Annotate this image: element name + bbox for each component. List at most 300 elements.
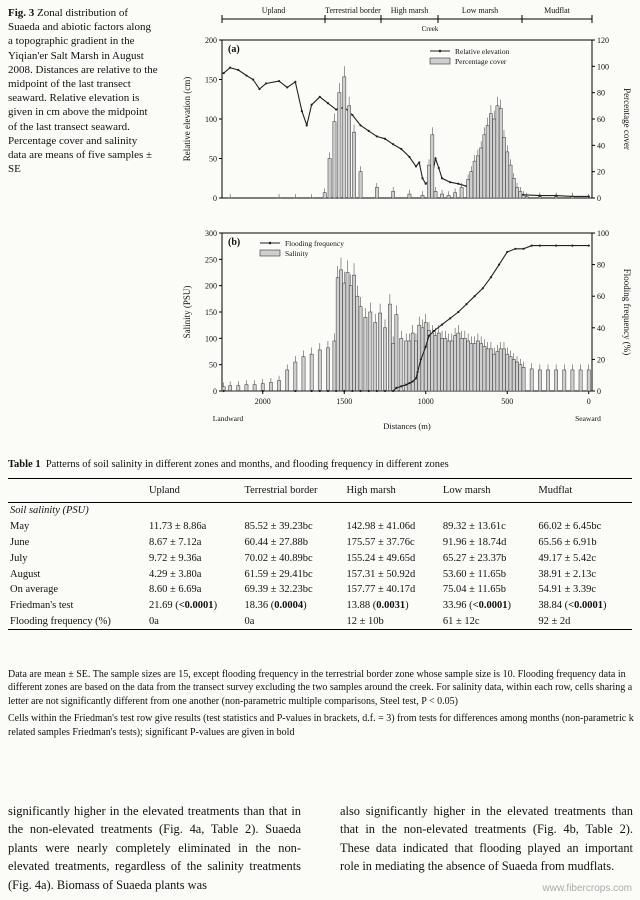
bar <box>339 270 342 391</box>
series-point <box>490 276 492 278</box>
table-row <box>8 582 632 598</box>
bar <box>538 370 541 391</box>
table-row <box>8 519 632 535</box>
bar <box>286 370 289 391</box>
bar <box>395 315 398 391</box>
table-cell: 92 ± 2d <box>536 613 632 629</box>
series-point <box>294 81 296 83</box>
y2-tick-label: 0 <box>597 387 601 396</box>
zone-label: Upland <box>261 6 286 15</box>
bar <box>245 385 248 391</box>
bar <box>506 354 509 391</box>
series-point <box>522 248 524 250</box>
bar <box>383 328 386 391</box>
series-point <box>252 78 254 80</box>
bar <box>352 132 355 198</box>
series-point <box>395 387 397 389</box>
bar <box>571 197 574 198</box>
bar <box>512 359 515 391</box>
table-row <box>8 535 632 551</box>
bar <box>431 333 434 391</box>
table-cell: 142.98 ± 41.06d <box>346 521 416 533</box>
row-label: May <box>10 521 30 533</box>
bar <box>522 367 525 391</box>
series-point <box>351 390 353 392</box>
x-tick-label: 1000 <box>417 397 434 406</box>
bar <box>437 333 440 391</box>
series-point <box>229 67 231 69</box>
legend-swatch <box>260 250 280 256</box>
series-point <box>335 390 337 392</box>
series-point <box>301 110 303 112</box>
y-tick-label: 200 <box>205 36 217 45</box>
bar <box>400 338 403 391</box>
table-title <box>8 459 449 470</box>
bar <box>326 348 329 391</box>
y-tick-label: 300 <box>205 229 217 238</box>
table-cell: 38.84 (<0.0001) <box>538 600 607 612</box>
series-point <box>327 102 329 104</box>
bar <box>349 286 352 391</box>
series-point <box>571 245 573 247</box>
bar <box>457 333 460 391</box>
y2-tick-label: 100 <box>597 229 609 238</box>
table-cell: 69.39 ± 32.23bc <box>244 584 313 596</box>
row-label: On average <box>10 584 59 596</box>
y2-tick-label: 60 <box>597 115 605 124</box>
table-cell: 49.17 ± 5.42c <box>538 552 597 564</box>
series-point <box>319 96 321 98</box>
table-cell: 13.88 (0.0031) <box>346 600 409 612</box>
bar <box>480 344 483 391</box>
series-point <box>506 251 508 253</box>
table-cell: 0a <box>147 613 243 629</box>
zone-label: Terrestrial border <box>325 6 381 15</box>
series-point <box>223 72 225 74</box>
series-point <box>376 390 378 392</box>
bar <box>453 193 456 198</box>
series-point <box>531 245 533 247</box>
table-cell: 61.59 ± 29.41bc <box>244 568 313 580</box>
zone-label: Mudflat <box>544 6 570 15</box>
bar <box>333 122 336 198</box>
bar <box>338 93 341 198</box>
bar <box>450 341 453 391</box>
row-label: Flooding frequency (%) <box>8 613 147 629</box>
column-header: Terrestrial border <box>242 479 344 503</box>
y-tick-label: 100 <box>205 115 217 124</box>
series-point <box>449 317 451 319</box>
y-axis-label: Relative elevation (cm) <box>182 76 192 162</box>
bar <box>473 161 476 198</box>
y2-tick-label: 60 <box>597 292 605 302</box>
bar <box>499 349 502 391</box>
y2-tick-label: 100 <box>597 62 609 72</box>
y-tick-label: 150 <box>205 308 217 317</box>
bar <box>336 278 339 391</box>
bar <box>470 172 473 198</box>
series-point <box>449 181 451 183</box>
bar <box>302 357 305 391</box>
series-point <box>498 264 500 266</box>
series-point <box>384 390 386 392</box>
bar <box>318 350 321 391</box>
creek-label: Creek <box>421 25 439 33</box>
bar <box>493 354 496 391</box>
bar <box>348 106 351 198</box>
bar <box>408 194 411 198</box>
bar <box>294 362 297 391</box>
y-axis-label: Salinity (PSU) <box>182 285 192 339</box>
series-point <box>368 390 370 392</box>
table-cell: 65.56 ± 6.91b <box>538 536 597 548</box>
panel-label: (a) <box>228 44 240 55</box>
series-point <box>359 390 361 392</box>
series-point <box>555 245 557 247</box>
bar <box>424 323 427 391</box>
bar <box>502 137 505 198</box>
bar <box>467 341 470 391</box>
bar <box>447 195 450 198</box>
panel-a <box>182 36 632 203</box>
series-point <box>588 245 590 247</box>
zone-label: High marsh <box>390 6 429 15</box>
series-point <box>433 330 435 332</box>
bar <box>440 338 443 391</box>
series-point <box>351 114 353 116</box>
row-label: August <box>10 568 41 580</box>
series-point <box>408 156 410 158</box>
bar <box>499 108 502 198</box>
x-tick-label: 0 <box>586 397 591 406</box>
panel-b <box>182 229 632 431</box>
series-line <box>224 68 589 197</box>
table-cell: 60.44 ± 27.88b <box>244 536 308 548</box>
table-cell: 9.72 ± 9.36a <box>148 552 202 564</box>
bar <box>374 323 377 391</box>
series-point <box>421 177 423 179</box>
legend-marker <box>439 50 442 53</box>
table-cell: 53.60 ± 11.65b <box>442 568 507 580</box>
bar <box>447 341 450 391</box>
bar <box>538 197 541 198</box>
bar <box>392 344 395 391</box>
bar <box>253 385 256 391</box>
table-cell: 155.24 ± 49.65d <box>346 552 416 564</box>
series-point <box>311 390 313 392</box>
series-point <box>539 245 541 247</box>
series-point <box>327 390 329 392</box>
series-point <box>514 248 516 250</box>
table-section-row <box>8 503 632 519</box>
table-note: Data are mean ± SE. The sample sizes are 15, except flooding frequency in the terrestrial border zone whose sample size is 10. Flooding frequency data in different zones are based on the data from the transect survey excluding the two samples around the creek. For salinity data, within each row, cells sharing a letter are not significantly different from one another (non-parametric multiple comparisons, Steel test, P < 0.05) <box>8 669 633 707</box>
bar <box>467 180 470 198</box>
bar <box>509 165 512 198</box>
series-point <box>319 390 321 392</box>
bar <box>343 283 346 391</box>
table-cell: 21.69 (<0.0001) <box>148 600 218 612</box>
column-header: Mudflat <box>536 479 632 503</box>
bar <box>486 349 489 391</box>
bar <box>269 383 272 391</box>
series-point <box>258 88 260 90</box>
series-point <box>306 124 308 126</box>
bar <box>356 296 359 391</box>
bar <box>486 126 489 198</box>
row-label: July <box>10 552 28 564</box>
bar <box>392 191 395 198</box>
bar <box>480 148 483 198</box>
bar <box>460 187 463 198</box>
bar <box>519 365 522 391</box>
y-tick-label: 0 <box>213 387 217 396</box>
legend-marker <box>269 242 272 245</box>
table-cell: 11.73 ± 8.86a <box>148 521 207 533</box>
bar <box>343 77 346 198</box>
x-tick-label: 500 <box>501 397 514 406</box>
series-point <box>441 177 443 179</box>
panel-label: (b) <box>228 237 241 248</box>
bar <box>502 349 505 391</box>
legend-label: Percentage cover <box>455 57 507 66</box>
bar <box>328 159 331 199</box>
series-point <box>335 108 337 110</box>
series-point <box>465 303 467 305</box>
bar <box>463 338 466 391</box>
bar <box>470 344 473 391</box>
bar <box>323 193 326 198</box>
table-label: Table 1 <box>8 459 41 470</box>
series-point <box>265 82 267 84</box>
bar <box>476 341 479 391</box>
bar <box>563 370 566 391</box>
series-point <box>286 86 288 88</box>
table-cell: 91.96 ± 18.74d <box>442 536 507 548</box>
bar <box>571 370 574 391</box>
bar <box>277 380 280 391</box>
series-point <box>294 390 296 392</box>
table-cell: 61 ± 12c <box>441 613 537 629</box>
y2-tick-label: 20 <box>597 167 605 177</box>
x-axis-label: Distances (m) <box>383 421 431 431</box>
series-point <box>359 124 361 126</box>
legend-label: Relative elevation <box>455 47 510 56</box>
y-tick-label: 50 <box>209 360 217 370</box>
y-tick-label: 250 <box>205 255 217 265</box>
bar <box>352 275 355 391</box>
y-tick-label: 200 <box>205 281 217 291</box>
bar <box>489 349 492 391</box>
bar <box>440 194 443 198</box>
table-notes <box>8 668 634 743</box>
table-cell: 18.36 (0.0004) <box>244 600 307 612</box>
table-cell: 8.60 ± 6.69a <box>148 584 202 596</box>
bar <box>579 370 582 391</box>
table-note: Cells within the Friedman's test row give results (test statistics and P-values in brackets, d.f. = 3) from tests for differences among months (non-parametric k related samples Friedman's tests); significant P-values are given in bold <box>8 713 634 738</box>
legend-swatch <box>430 58 450 64</box>
series-point <box>278 80 280 82</box>
column-header: Low marsh <box>441 479 537 503</box>
bar <box>555 197 558 198</box>
table-cell: 70.02 ± 40.89bc <box>244 552 313 564</box>
bar <box>229 386 232 391</box>
series-point <box>392 143 394 145</box>
bar <box>587 370 590 391</box>
y2-tick-label: 20 <box>597 355 605 365</box>
y2-axis-label: Flooding frequency (%) <box>622 268 632 356</box>
watermark: www.fibercrops.com <box>542 883 632 894</box>
bar <box>261 384 264 391</box>
bar <box>421 195 424 198</box>
bar <box>427 165 430 198</box>
body-text-right: also significantly higher in the elevated treatments than that in the non-elevated treatments (Fig. 4b, Table 2). These data indicated that flooding played an important role in mediating the absence of Suaeda from mudflats. <box>340 804 633 874</box>
series-point <box>400 148 402 150</box>
y2-tick-label: 40 <box>597 323 605 333</box>
series-point <box>474 295 476 297</box>
bar <box>512 178 515 198</box>
bar <box>530 369 533 391</box>
bar <box>546 370 549 391</box>
series-point <box>245 74 247 76</box>
table-cell: 65.27 ± 23.37b <box>442 552 507 564</box>
bar <box>346 273 349 392</box>
bar <box>483 346 486 391</box>
bar <box>369 312 372 391</box>
table-cell: 157.77 ± 40.17d <box>346 584 416 596</box>
bar <box>509 357 512 391</box>
plot-frame <box>222 40 592 198</box>
series-point <box>416 371 418 373</box>
series-point <box>428 335 430 337</box>
bar <box>476 156 479 198</box>
series-point <box>311 104 313 106</box>
bar <box>496 106 499 198</box>
table-cell: 38.91 ± 2.13c <box>538 568 597 580</box>
bar <box>414 341 417 391</box>
table-cell: 75.04 ± 11.65b <box>442 584 507 596</box>
y2-tick-label: 0 <box>597 194 601 203</box>
series-point <box>400 385 402 387</box>
series-point <box>482 287 484 289</box>
series-point <box>434 157 436 159</box>
table-cell: 157.31 ± 50.92d <box>346 568 416 580</box>
column-header <box>8 479 147 503</box>
bar <box>555 370 558 391</box>
bar <box>519 191 522 198</box>
series-point <box>376 135 378 137</box>
series-point <box>425 183 427 185</box>
bar <box>359 172 362 198</box>
series-point <box>415 377 417 379</box>
y2-tick-label: 80 <box>597 88 605 98</box>
table-row <box>8 566 632 582</box>
zone-header <box>222 6 592 33</box>
series-point <box>420 358 422 360</box>
bar <box>375 187 378 198</box>
table-cell: 33.96 (<0.0001) <box>442 600 512 612</box>
bar <box>483 135 486 198</box>
table-cell: 8.67 ± 7.12a <box>148 536 202 548</box>
salinity-table <box>8 478 632 630</box>
bar <box>460 338 463 391</box>
section-label: Soil salinity (PSU) <box>10 505 89 517</box>
series-point <box>384 138 386 140</box>
table-cell: 85.52 ± 39.23bc <box>244 521 313 533</box>
y2-tick-label: 40 <box>597 141 605 151</box>
bar <box>506 152 509 198</box>
bar <box>237 386 240 391</box>
series-point <box>405 384 407 386</box>
bar <box>310 354 313 391</box>
table-cell: 66.02 ± 6.45bc <box>538 521 602 533</box>
table-cell: 89.32 ± 13.61c <box>442 521 506 533</box>
table-cell: 4.29 ± 3.80a <box>148 568 202 580</box>
table-cell: 54.91 ± 3.39c <box>538 584 597 596</box>
table-row <box>8 550 632 566</box>
bar <box>473 344 476 391</box>
figure-label: Fig. 3 <box>8 7 35 19</box>
legend-label: Flooding frequency <box>285 239 344 248</box>
y-tick-label: 100 <box>205 334 217 344</box>
legend-label: Salinity <box>285 249 309 258</box>
bar <box>453 336 456 391</box>
table-cell: 175.57 ± 37.76c <box>346 536 415 548</box>
bar <box>493 119 496 198</box>
bar <box>496 352 499 392</box>
bar <box>359 307 362 391</box>
bar <box>489 114 492 198</box>
bar <box>333 341 336 391</box>
table-row <box>8 598 632 614</box>
column-header: Upland <box>147 479 243 503</box>
series-point <box>418 161 420 163</box>
series-point <box>408 382 410 384</box>
column-header: High marsh <box>345 479 441 503</box>
table-header-row <box>8 479 632 503</box>
x-end-label: Seaward <box>575 414 601 423</box>
table-cell: 0a <box>242 613 344 629</box>
bar <box>444 338 447 391</box>
bar <box>434 191 437 198</box>
x-tick-label: 1500 <box>336 397 353 406</box>
table-title-text: Patterns of soil salinity in different zones and months, and flooding frequency in different zones <box>45 459 449 470</box>
series-point <box>368 130 370 132</box>
bar <box>515 187 518 198</box>
y2-axis-label: Percentage cover <box>622 88 632 150</box>
x-tick-label: 2000 <box>254 397 271 406</box>
bar <box>379 313 382 391</box>
series-point <box>415 165 417 167</box>
x-end-label: Landward <box>212 414 244 423</box>
y-tick-label: 150 <box>205 75 217 85</box>
y2-tick-label: 80 <box>597 260 605 270</box>
y-tick-label: 50 <box>209 154 217 164</box>
figure-caption-text: Zonal distribution of Suaeda and abiotic factors along a topographic gradient in the Yiqian'er Salt Marsh in August 2008. Distances are relative to the midpoint of the last transect seaward. Relative elevation is given in cm above the midpoint of the last transect seaward. Percentage cover and salinity data are means of five samples ± SE <box>8 7 158 176</box>
bar <box>388 304 391 391</box>
y2-tick-label: 120 <box>597 36 609 45</box>
bar <box>515 362 518 391</box>
bar <box>418 325 421 391</box>
table-row <box>8 613 632 629</box>
series-point <box>412 380 414 382</box>
bar <box>434 336 437 391</box>
bar <box>522 195 525 198</box>
series-point <box>425 346 427 348</box>
body-text-left: significantly higher in the elevated treatments than that in the non-elevated treatments (Fig. 4a, Table 2). Suaeda plants were nearly completely eliminated in the non-elevated treatments, regardless of the salinity treatments (Fig. 4a). Biomass of Suaeda plants was <box>8 804 301 892</box>
series-point <box>392 390 394 392</box>
zone-label: Low marsh <box>461 6 499 15</box>
bar <box>405 341 408 391</box>
